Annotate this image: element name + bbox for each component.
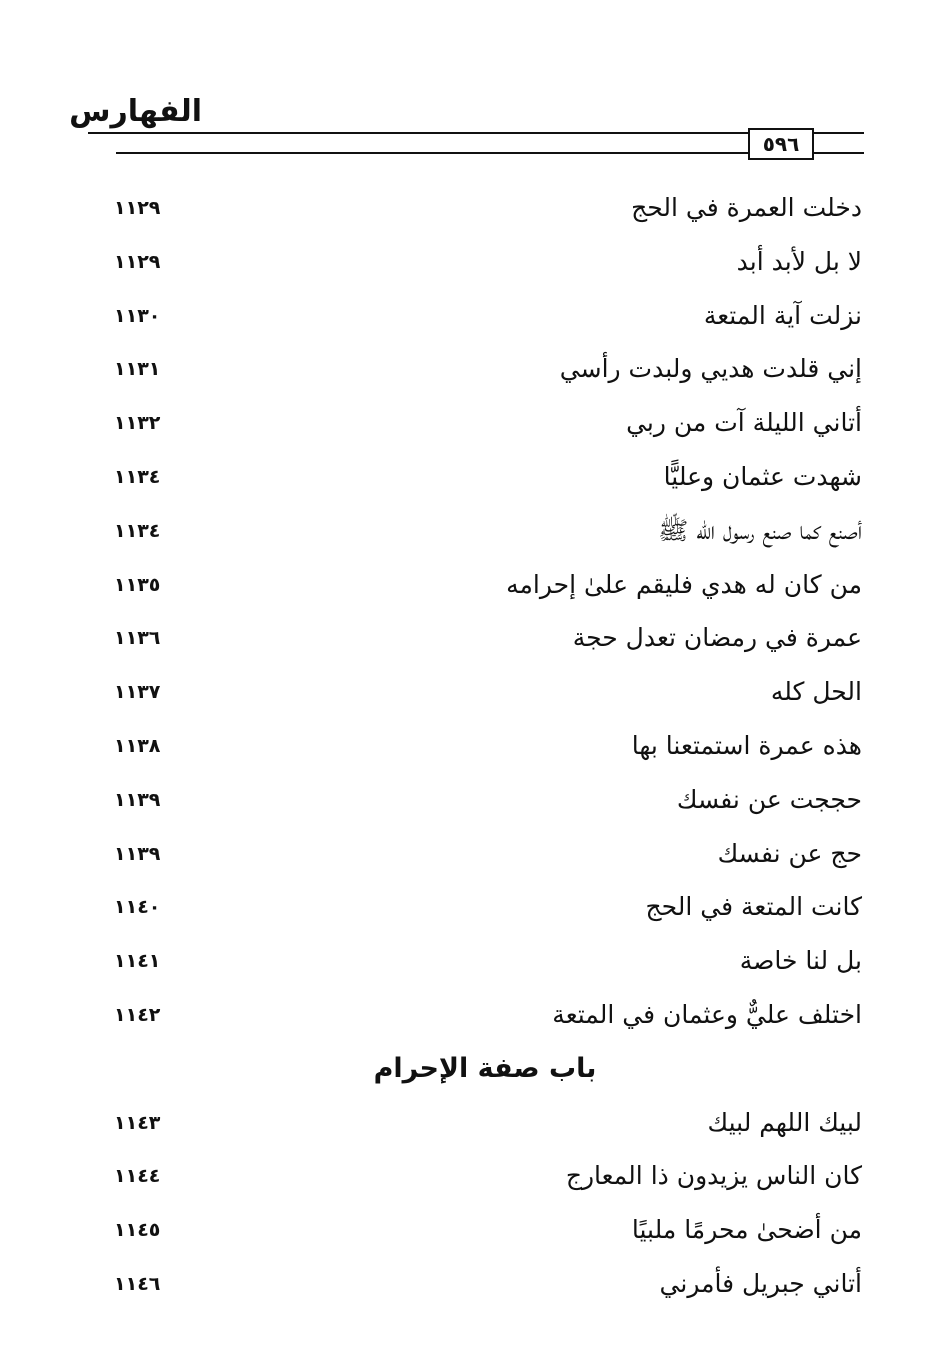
page-number: ٥٩٦ bbox=[748, 128, 814, 160]
entry-text: أتاني الليلة آت من ربي bbox=[626, 408, 862, 438]
entry-text: بل لنا خاصة bbox=[739, 946, 862, 976]
entry-text: حج عن نفسك bbox=[717, 838, 862, 868]
entry-text: كان الناس يزيدون ذا المعارج bbox=[565, 1161, 862, 1191]
entry-page-number: ١١٢٩ bbox=[114, 250, 161, 273]
section-heading-row bbox=[100, 1041, 870, 1095]
entry-page-number: ١١٣٩ bbox=[114, 842, 161, 865]
entry-text: عمرة في رمضان تعدل حجة bbox=[572, 623, 862, 653]
index-entry bbox=[100, 718, 870, 772]
entry-page-number: ١١٣٨ bbox=[114, 734, 161, 757]
index-entry bbox=[100, 1202, 870, 1256]
section-heading: باب صفة الإحرام bbox=[373, 1052, 597, 1084]
entry-page-number: ١١٤١ bbox=[114, 950, 161, 973]
entry-text: حججت عن نفسك bbox=[676, 784, 862, 814]
entry-page-number: ١١٤٦ bbox=[114, 1272, 161, 1295]
entry-text: شهدت عثمان وعليًّا bbox=[663, 461, 862, 491]
entry-text: هذه عمرة استمتعنا بها bbox=[631, 730, 862, 760]
index-entry bbox=[100, 1095, 870, 1149]
entry-page-number: ١١٤٥ bbox=[114, 1219, 161, 1242]
entry-text: من أضحىٰ محرمًا ملبيًا bbox=[631, 1215, 862, 1245]
entry-text: أصنع كما صنع رسول الله ﷺ bbox=[658, 515, 862, 545]
entry-text: نزلت آية المتعة bbox=[703, 300, 862, 330]
index-entry bbox=[100, 234, 870, 288]
index-entry bbox=[100, 1148, 870, 1202]
entry-page-number: ١١٣٤ bbox=[114, 465, 161, 488]
entry-text: كانت المتعة في الحج bbox=[645, 892, 862, 922]
index-entry bbox=[100, 933, 870, 987]
entry-text: أتاني جبريل فأمرني bbox=[659, 1268, 862, 1298]
entry-page-number: ١١٣٤ bbox=[114, 519, 161, 542]
running-title: الفهارس bbox=[69, 94, 202, 129]
entry-page-number: ١١٣٦ bbox=[114, 627, 161, 650]
index-entry bbox=[100, 987, 870, 1041]
entry-text: لا بل لأبد أبد bbox=[736, 246, 862, 276]
entry-page-number: ١١٣٠ bbox=[114, 304, 161, 327]
index-entry bbox=[100, 341, 870, 395]
index-entry bbox=[100, 503, 870, 557]
index-entry bbox=[100, 664, 870, 718]
entry-page-number: ١١٣١ bbox=[114, 358, 161, 381]
entry-text: اختلف عليٌّ وعثمان في المتعة bbox=[552, 999, 862, 1029]
index-entry bbox=[100, 180, 870, 234]
index-entry bbox=[100, 449, 870, 503]
entry-text: الحل كله bbox=[770, 677, 862, 707]
index-entry bbox=[100, 826, 870, 880]
entry-page-number: ١١٤٣ bbox=[114, 1111, 161, 1134]
entry-page-number: ١١٣٢ bbox=[114, 412, 161, 435]
index-entry bbox=[100, 1256, 870, 1310]
index-entry bbox=[100, 557, 870, 611]
entry-page-number: ١١٢٩ bbox=[114, 197, 161, 219]
entry-page-number: ١١٣٩ bbox=[114, 788, 161, 811]
entry-text: لبيك اللهم لبيك bbox=[707, 1107, 862, 1137]
entry-text: دخلت العمرة في الحج bbox=[631, 193, 862, 222]
index-entry bbox=[100, 610, 870, 664]
entry-page-number: ١١٣٧ bbox=[114, 681, 161, 704]
index-entry bbox=[100, 288, 870, 342]
entry-text: إني قلدت هديي ولبدت رأسي bbox=[559, 354, 862, 384]
entry-page-number: ١١٣٥ bbox=[114, 573, 161, 596]
entry-page-number: ١١٤٤ bbox=[114, 1165, 161, 1188]
index-entries bbox=[100, 180, 870, 1310]
entry-page-number: ١١٤٠ bbox=[114, 896, 161, 919]
index-entry bbox=[100, 395, 870, 449]
index-entry bbox=[100, 879, 870, 933]
entry-text: من كان له هدي فليقم علىٰ إحرامه bbox=[506, 569, 862, 599]
index-entry bbox=[100, 772, 870, 826]
entry-page-number: ١١٤٢ bbox=[114, 1003, 161, 1026]
